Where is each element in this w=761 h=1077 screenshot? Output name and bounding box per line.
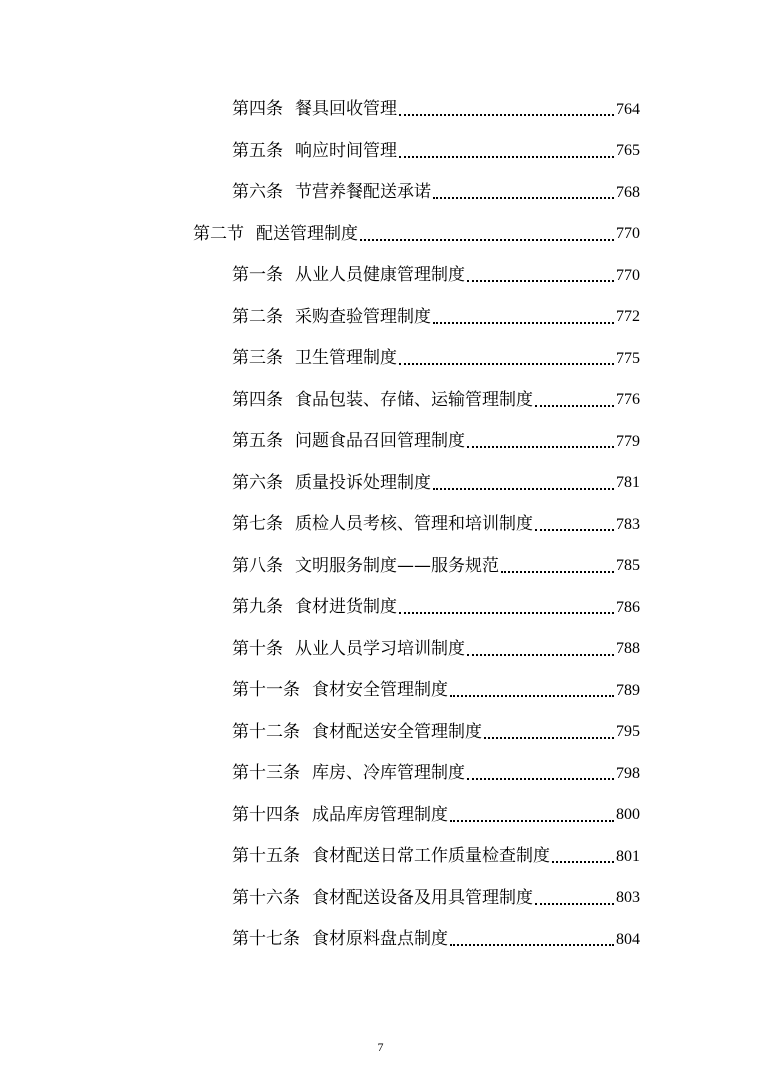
dot-leader	[467, 445, 614, 448]
dot-leader	[467, 777, 614, 780]
toc-entry-page: 783	[616, 515, 640, 533]
dot-leader	[484, 736, 614, 739]
toc-entry-page: 775	[616, 349, 640, 367]
toc-entry-page: 764	[616, 100, 640, 118]
toc-entry-page: 770	[616, 225, 640, 243]
dot-leader	[399, 155, 614, 158]
toc-entry[interactable]	[0, 463, 640, 505]
toc-entry-title: 响应时间管理	[295, 140, 397, 161]
toc-entry-title: 库房、冷库管理制度	[312, 763, 465, 784]
toc-entry-page: 779	[616, 432, 640, 450]
toc-entry-number: 第七条	[232, 514, 283, 535]
dot-leader	[535, 528, 614, 531]
toc-entry-number: 第五条	[232, 140, 283, 161]
toc-entry-page: 765	[616, 142, 640, 160]
toc-entry-number: 第三条	[232, 348, 283, 369]
toc-entry-page: 803	[616, 889, 640, 907]
toc-entry-page: 772	[616, 308, 640, 326]
toc-entry-title: 节营养餐配送承诺	[295, 182, 431, 203]
toc-entry[interactable]	[0, 753, 640, 795]
toc-entry[interactable]	[0, 670, 640, 712]
toc-entry-title: 从业人员健康管理制度	[295, 265, 465, 286]
toc-entry-number: 第四条	[232, 389, 283, 410]
toc-entry[interactable]	[0, 172, 640, 214]
toc-entry[interactable]	[0, 629, 640, 671]
toc-section-entry[interactable]	[0, 214, 640, 256]
toc-entry-number: 第十三条	[232, 763, 300, 784]
toc-entry-title: 食材配送设备及用具管理制度	[312, 887, 533, 908]
toc-entry-number: 第一条	[232, 265, 283, 286]
toc-entry[interactable]	[0, 836, 640, 878]
dot-leader	[467, 653, 614, 656]
dot-leader	[450, 819, 614, 822]
dot-leader	[535, 902, 614, 905]
dot-leader	[433, 321, 614, 324]
toc-entry-title: 餐具回收管理	[295, 99, 397, 120]
toc-entry-page: 800	[616, 806, 640, 824]
toc-entry-number: 第十五条	[232, 846, 300, 867]
dot-leader	[450, 943, 614, 946]
toc-entry[interactable]	[0, 297, 640, 339]
toc-entry[interactable]	[0, 504, 640, 546]
toc-entry-page: 798	[616, 764, 640, 782]
toc-entry-title: 食材安全管理制度	[312, 680, 448, 701]
dot-leader	[433, 487, 614, 490]
toc-entry-page: 768	[616, 183, 640, 201]
toc-entry-page: 804	[616, 930, 640, 948]
toc-entry-title: 质量投诉处理制度	[295, 472, 431, 493]
toc-entry-page: 781	[616, 474, 640, 492]
toc-entry[interactable]	[0, 795, 640, 837]
toc-entry-title: 食材配送安全管理制度	[312, 721, 482, 742]
dot-leader	[399, 611, 614, 614]
toc-entry-title: 食材原料盘点制度	[312, 929, 448, 950]
toc-entry-number: 第六条	[232, 472, 283, 493]
toc-entry-number: 第八条	[232, 555, 283, 576]
toc-entry-title: 配送管理制度	[256, 223, 358, 244]
dot-leader	[399, 113, 614, 116]
toc-entry[interactable]	[0, 421, 640, 463]
toc-entry[interactable]	[0, 546, 640, 588]
toc-entry-number: 第十条	[232, 638, 283, 659]
toc-entry-number: 第十七条	[232, 929, 300, 950]
toc-entry[interactable]	[0, 255, 640, 297]
toc-entry-title: 食材配送日常工作质量检查制度	[312, 846, 550, 867]
toc-entry-number: 第四条	[232, 99, 283, 120]
toc-entry-title: 采购查验管理制度	[295, 306, 431, 327]
dot-leader	[399, 362, 614, 365]
toc-entry-number: 第二条	[232, 306, 283, 327]
toc-entry-title: 食材进货制度	[295, 597, 397, 618]
toc-entry-number: 第十一条	[232, 680, 300, 701]
toc-entry-title: 文明服务制度——服务规范	[295, 555, 499, 576]
toc-entry-title: 卫生管理制度	[295, 348, 397, 369]
toc-entry-number: 第二节	[193, 223, 244, 244]
toc-entry[interactable]	[0, 338, 640, 380]
toc-entry-number: 第十二条	[232, 721, 300, 742]
toc-entry-title: 食品包装、存储、运输管理制度	[295, 389, 533, 410]
toc-entry[interactable]	[0, 131, 640, 173]
toc-entry-page: 785	[616, 557, 640, 575]
dot-leader	[501, 570, 614, 573]
toc-entry-number: 第十六条	[232, 887, 300, 908]
dot-leader	[360, 238, 614, 241]
toc-entry-page: 770	[616, 266, 640, 284]
toc-entry-number: 第十四条	[232, 804, 300, 825]
dot-leader	[450, 694, 614, 697]
toc-entry-page: 795	[616, 723, 640, 741]
toc-entry[interactable]	[0, 712, 640, 754]
dot-leader	[433, 196, 614, 199]
toc-entry-page: 789	[616, 681, 640, 699]
toc-entry-title: 质检人员考核、管理和培训制度	[295, 514, 533, 535]
toc-entry[interactable]	[0, 919, 640, 961]
page-number: 7	[377, 1040, 384, 1054]
table-of-contents	[0, 89, 761, 961]
toc-entry-title: 问题食品召回管理制度	[295, 431, 465, 452]
toc-entry-page: 788	[616, 640, 640, 658]
toc-entry-title: 成品库房管理制度	[312, 804, 448, 825]
toc-entry-page: 776	[616, 391, 640, 409]
toc-entry[interactable]	[0, 380, 640, 422]
dot-leader	[467, 279, 614, 282]
toc-entry[interactable]	[0, 587, 640, 629]
toc-entry-number: 第九条	[232, 597, 283, 618]
toc-entry-number: 第六条	[232, 182, 283, 203]
toc-entry[interactable]	[0, 878, 640, 920]
toc-entry-number: 第五条	[232, 431, 283, 452]
toc-entry-page: 786	[616, 598, 640, 616]
dot-leader	[535, 404, 614, 407]
toc-entry-title: 从业人员学习培训制度	[295, 638, 465, 659]
toc-entry[interactable]	[0, 89, 640, 131]
toc-entry-page: 801	[616, 847, 640, 865]
dot-leader	[552, 860, 614, 863]
